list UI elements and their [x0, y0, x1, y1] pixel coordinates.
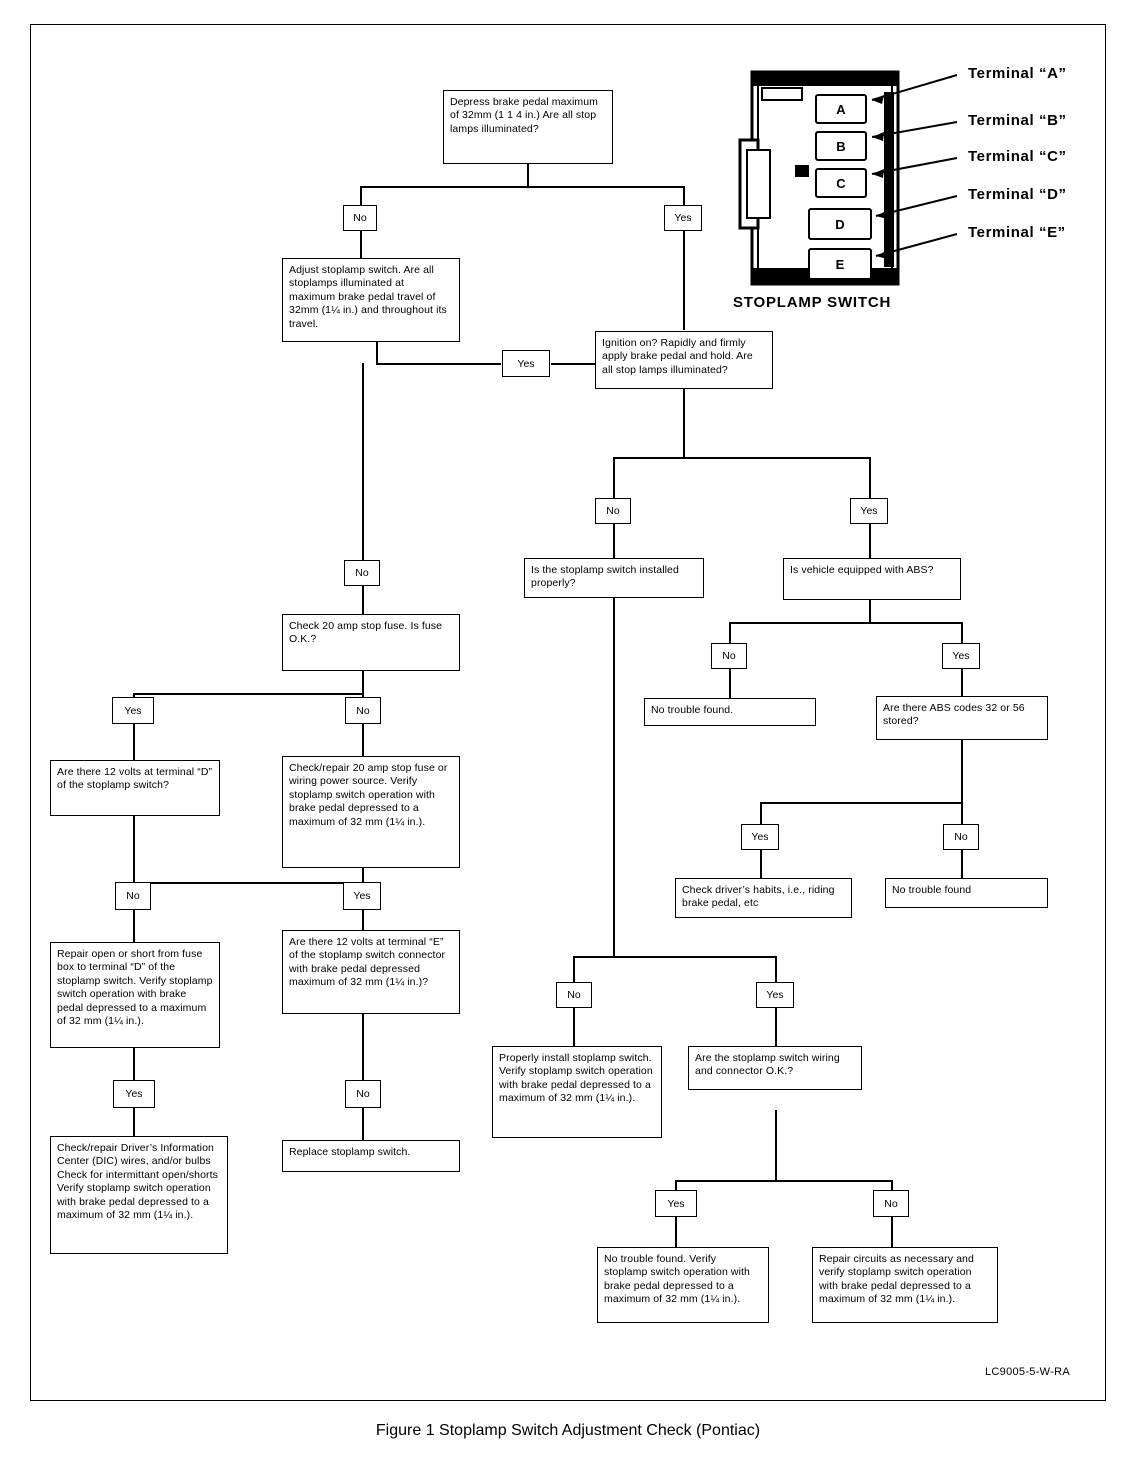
terminal-label-e: Terminal “E”	[968, 224, 1066, 241]
edge-yes7-n11	[760, 850, 762, 878]
flow-node-n2: Adjust stoplamp switch. Are all stoplamps illuminated at maximum brake pedal travel of 32mm (1¼ in.) and throughout its travel.	[282, 258, 460, 342]
figure-caption: Figure 1 Stoplamp Switch Adjustment Check (Pontiac)	[375, 1422, 761, 1439]
branch-label-yes-4: Yes	[756, 982, 794, 1008]
terminal-label-b: Terminal “B”	[968, 112, 1067, 129]
edge-split3	[613, 457, 871, 459]
branch-label-no-16: No	[873, 1190, 909, 1217]
branch-label-no-7: No	[943, 824, 979, 850]
branch-label-no-4: No	[556, 982, 592, 1008]
flow-node-n20: Repair circuits as necessary and verify stoplamp switch operation with brake pedal depressed to a maximum of 32 mm (1¼ in.).	[812, 1247, 998, 1323]
edge-n8-down	[362, 671, 364, 693]
edge-no16-n20	[891, 1217, 893, 1247]
edge-n7-down	[961, 740, 963, 802]
branch-label-no-3: No	[595, 498, 631, 524]
edge-yes8-n9	[133, 724, 135, 760]
edge-yes1-n3	[683, 230, 685, 330]
edge-n9-down	[133, 816, 135, 882]
terminal-label-a: Terminal “A”	[968, 65, 1067, 82]
edge-split8	[133, 693, 364, 695]
flow-node-n10: Check/repair 20 amp stop fuse or wiring power source. Verify stoplamp switch operation with brake pedal depressed to a maximum of 32 mm (1¼ in.).	[282, 756, 460, 868]
edge-no2-n8	[362, 586, 364, 614]
edge-n10-down	[362, 868, 364, 882]
edge-split7-right	[961, 802, 963, 825]
branch-label-yes-3: Yes	[850, 498, 888, 524]
edge-split1	[360, 186, 684, 188]
edge-n1-down	[527, 164, 529, 186]
edge-no8-n10	[362, 724, 364, 756]
connector-title: STOPLAMP SWITCH	[733, 294, 892, 311]
edge-split3-right	[869, 457, 871, 499]
branch-label-no-14: No	[345, 1080, 381, 1108]
branch-label-no-9: No	[115, 882, 151, 910]
connector-pin-e: E	[808, 248, 872, 280]
edge-n13-down	[133, 1048, 135, 1080]
edge-n4-down	[613, 598, 615, 956]
edge-n5-down	[869, 600, 871, 622]
flow-node-n13: Repair open or short from fuse box to terminal “D” of the stoplamp switch. Verify stoplamp switch operation with brake pedal depressed to a maximum of 32 mm (1¼ in.).	[50, 942, 220, 1048]
branch-label-yes-13: Yes	[113, 1080, 155, 1108]
connector-pin-d: D	[808, 208, 872, 240]
edge-no3-n4	[613, 524, 615, 558]
terminal-label-c: Terminal “C”	[968, 148, 1067, 165]
edge-n3-down	[683, 389, 685, 457]
edge-no9-n13	[133, 910, 135, 942]
flow-node-n8: Check 20 amp stop fuse. Is fuse O.K.?	[282, 614, 460, 671]
flow-node-n15: Properly install stoplamp switch. Verify stoplamp switch operation with brake pedal depressed to a maximum of 32 mm (1¼ in.).	[492, 1046, 662, 1138]
edge-split4-left	[573, 956, 575, 982]
edge-split7	[760, 802, 963, 804]
edge-n2-yes2	[376, 363, 501, 365]
edge-split5-left	[729, 622, 731, 644]
branch-label-no-5: No	[711, 643, 747, 669]
edge-n16-down	[775, 1110, 777, 1180]
connector-pin-b: B	[815, 131, 867, 161]
flow-node-n18: Replace stoplamp switch.	[282, 1140, 460, 1172]
branch-label-yes-10: Yes	[343, 882, 381, 910]
flow-node-n11: Check driver’s habits, i.e., riding brake pedal, etc	[675, 878, 852, 918]
branch-label-no-2: No	[344, 560, 380, 586]
branch-label-yes-1: Yes	[664, 205, 702, 231]
edge-no1-n2	[360, 230, 362, 258]
flow-node-n9: Are there 12 volts at terminal “D” of the stoplamp switch?	[50, 760, 220, 816]
edge-n14-down	[362, 1014, 364, 1080]
edge-split4	[573, 956, 776, 958]
edge-yes3-n5	[869, 524, 871, 558]
edge-split7-left	[760, 802, 762, 825]
terminal-label-d: Terminal “D”	[968, 186, 1067, 203]
flow-node-n12: No trouble found	[885, 878, 1048, 908]
edge-split16	[675, 1180, 891, 1182]
flow-node-n7: Are there ABS codes 32 or 56 stored?	[876, 696, 1048, 740]
edge-no14-n18	[362, 1108, 364, 1140]
flow-node-n1: Depress brake pedal maximum of 32mm (1 1 4 in.) Are all stop lamps illuminated?	[443, 90, 613, 164]
edge-n2-down-to-yes2	[376, 341, 378, 363]
edge-yes5-n7	[961, 668, 963, 696]
edge-split3-left	[613, 457, 615, 499]
flow-node-n17: Check/repair Driver’s Information Center (DIC) wires, and/or bulbs Check for intermittant open/shorts Verify stoplamp switch operation with brake pedal depressed to a maximum of 32 mm (1¼ in.).	[50, 1136, 228, 1254]
edge-yes4-n16	[775, 1008, 777, 1046]
flow-node-n14: Are there 12 volts at terminal “E” of the stoplamp switch connector with brake pedal depressed maximum of 32 mm (1¼ in.)?	[282, 930, 460, 1014]
edge-n9n10-bar	[133, 882, 364, 884]
edge-split1-right	[683, 186, 685, 206]
edge-split1-left	[360, 186, 362, 206]
branch-label-yes-7: Yes	[741, 824, 779, 850]
connector-pin-c: C	[815, 168, 867, 198]
branch-label-yes-5: Yes	[942, 643, 980, 669]
edge-split4-right	[775, 956, 777, 982]
branch-label-yes-16: Yes	[655, 1190, 697, 1217]
edge-no4-n15	[573, 1008, 575, 1046]
edge-yes13-n17	[133, 1108, 135, 1136]
flow-node-n6: No trouble found.	[644, 698, 816, 726]
branch-label-yes-2: Yes	[502, 350, 550, 377]
edge-no7-n12	[961, 850, 963, 878]
connector-pin-a: A	[815, 94, 867, 124]
figure-code: LC9005-5-W-RA	[985, 1366, 1071, 1378]
flow-node-n19: No trouble found. Verify stoplamp switch operation with brake pedal depressed to a maximum of 32 mm (1¼ in.).	[597, 1247, 769, 1323]
flow-node-n16: Are the stoplamp switch wiring and connector O.K.?	[688, 1046, 862, 1090]
edge-split5-right	[961, 622, 963, 644]
flow-node-n5: Is vehicle equipped with ABS?	[783, 558, 961, 600]
flow-node-n4: Is the stoplamp switch installed properly?	[524, 558, 704, 598]
branch-label-no-8: No	[345, 697, 381, 724]
branch-label-yes-8: Yes	[112, 697, 154, 724]
edge-yes16-n19	[675, 1217, 677, 1247]
edge-n2-down	[362, 363, 364, 561]
branch-label-no-1: No	[343, 205, 377, 231]
edge-yes2-n3	[551, 363, 596, 365]
edge-split5	[729, 622, 962, 624]
flow-node-n3: Ignition on? Rapidly and firmly apply brake pedal and hold. Are all stop lamps illuminated?	[595, 331, 773, 389]
edge-no5-n6	[729, 668, 731, 698]
